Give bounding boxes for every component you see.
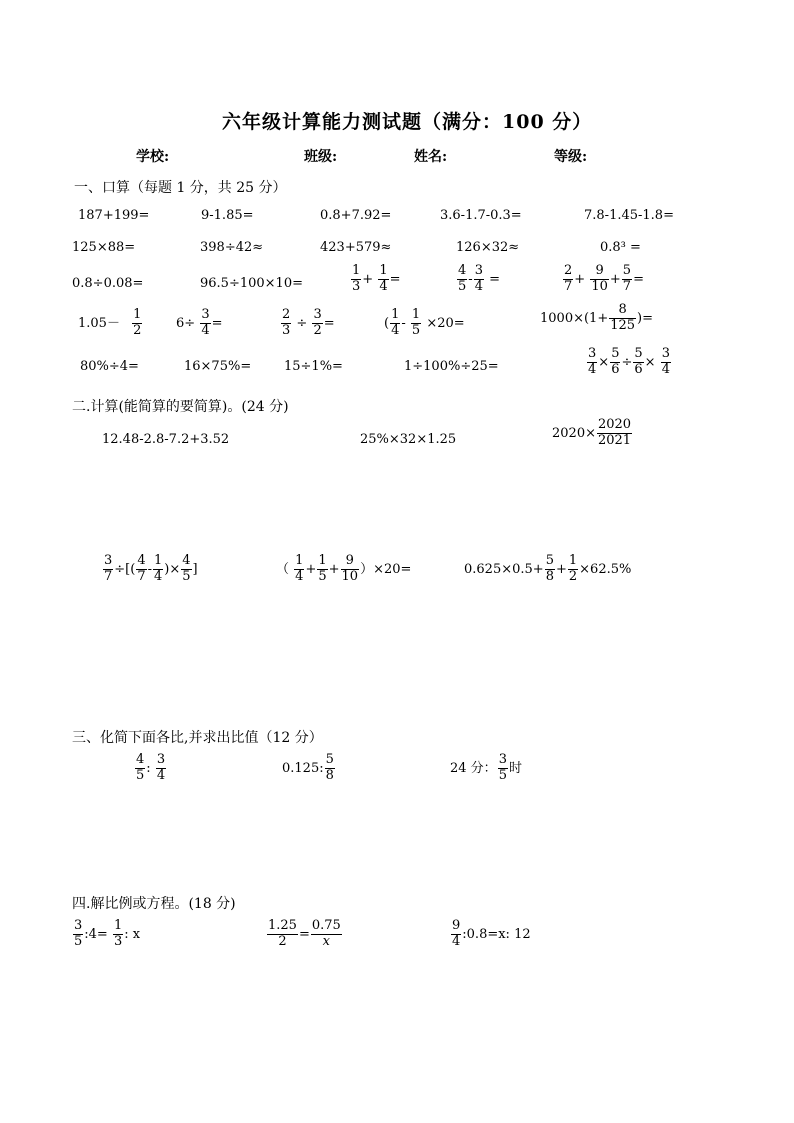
fraction: $\frac{0.75}{x}$	[311, 918, 341, 949]
fraction: $\frac{3}{7}$	[104, 553, 113, 584]
problem-2d: $\frac{3}{7}$ ÷[( $\frac{4}{7}$ - $\frac{1}{4}$ )× $\frac{4}{5}$ ]	[104, 553, 198, 584]
fraction: $\frac{3}{4}$	[201, 307, 210, 338]
fraction: $\frac{3}{4}$	[474, 263, 483, 294]
problem-1-4: 3.6-1.7-0.3=	[440, 208, 522, 223]
fraction: $\frac{2}{3}$	[282, 307, 291, 338]
problem-2-3: 423+579≈	[320, 240, 392, 255]
page-title: 六年级计算能力测试题（满分：100 分）	[222, 111, 593, 133]
section4-heading: 四.解比例或方程。(18 分)	[72, 896, 236, 912]
problem-2-5: 0.8³ =	[600, 240, 641, 255]
fraction: $\frac{5}{6}$	[634, 346, 643, 377]
fraction: $\frac{1}{2}$	[568, 553, 578, 584]
fraction: $\frac{5}{8}$	[545, 553, 554, 584]
fraction: $\frac{1}{4}$	[154, 553, 163, 584]
problem-1-5: 7.8-1.45-1.8=	[584, 208, 674, 223]
fraction: $\frac{4}{5}$	[136, 752, 145, 783]
problem-4-5: 1000×(1+ $\frac{8}{125}$ )=	[540, 302, 654, 333]
problem-3-1: 0.8÷0.08=	[72, 276, 144, 291]
fraction: $\frac{1}{5}$	[318, 553, 327, 584]
fraction: $\frac{1}{4}$	[391, 307, 400, 338]
fraction: $\frac{2}{7}$	[564, 263, 573, 294]
problem-2f: 0.625×0.5+ $\frac{5}{8}$ + $\frac{1}{2}$ ×62.5%	[464, 553, 632, 584]
problem-2e: （ $\frac{1}{4}$ + $\frac{1}{5}$ + $\frac{9}{10}$ ）×20=	[276, 553, 412, 584]
fraction: $\frac{3}{5}$	[498, 752, 507, 783]
problem-5-4: 1÷100%÷25=	[404, 359, 499, 374]
fraction: $\frac{8}{125}$	[610, 302, 636, 333]
fraction: $\frac{3}{4}$	[588, 346, 597, 377]
problem-4b: $\frac{1.25}{2}$ = $\frac{0.75}{x}$	[268, 918, 341, 949]
fraction: $\frac{4}{7}$	[137, 553, 146, 584]
problem-2c: 2020× $\frac{2020}{2021}$	[552, 417, 632, 448]
fraction: $\frac{4}{5}$	[458, 263, 467, 294]
fraction: $\frac{1}{4}$	[295, 553, 304, 584]
problem-1-1: 187+199=	[78, 208, 150, 223]
problem-1-3: 0.8+7.92=	[320, 208, 392, 223]
fraction: $\frac{1}{3}$	[113, 918, 123, 949]
problem-1-2: 9-1.85=	[201, 208, 254, 223]
problem-5-1: 80%÷4=	[80, 359, 139, 374]
fraction: $\frac{1}{3}$	[352, 263, 361, 294]
fraction: $\frac{1}{5}$	[411, 307, 421, 338]
name-label: 姓名:	[414, 149, 448, 165]
problem-5-2: 16×75%=	[184, 359, 252, 374]
section1-heading: 一、口算（每题 1 分，共 25 分）	[74, 180, 287, 196]
fraction: $\frac{5}{8}$	[325, 752, 334, 783]
problem-2a: 12.48-2.8-7.2+3.52	[102, 432, 230, 447]
fraction: $\frac{2020}{2021}$	[597, 417, 632, 448]
fraction: $\frac{5}{7}$	[622, 263, 632, 294]
fraction: $\frac{3}{5}$	[74, 918, 83, 949]
grade-label: 等级:	[554, 149, 588, 165]
section3-heading: 三、化简下面各比,并求出比值（12 分）	[72, 730, 323, 746]
school-label: 学校:	[136, 149, 170, 165]
problem-2b: 25%×32×1.25	[360, 432, 457, 447]
problem-3-4: $\frac{4}{5}$ - $\frac{3}{4}$ =	[458, 263, 501, 294]
problem-3-3: $\frac{1}{3}$ + $\frac{1}{4}$ =	[352, 263, 401, 294]
fraction: $\frac{1.25}{2}$	[268, 918, 297, 949]
class-label: 班级:	[304, 149, 338, 165]
problem-4-4: ( $\frac{1}{4}$ - $\frac{1}{5}$ ×20=	[384, 307, 465, 338]
section2-heading: 二.计算(能简算的要简算)。(24 分)	[72, 399, 289, 415]
problem-3c: 24 分： $\frac{3}{5}$ 时	[450, 752, 522, 783]
fraction: $\frac{5}{6}$	[611, 346, 620, 377]
problem-3-5: $\frac{2}{7}$ + $\frac{9}{10}$ + $\frac{5}{7}$ =	[564, 263, 644, 294]
fraction: $\frac{4}{5}$	[182, 553, 191, 584]
problem-4-3: $\frac{2}{3}$ ÷ $\frac{3}{2}$ =	[282, 307, 335, 338]
problem-2-4: 126×32≈	[456, 240, 520, 255]
problem-4a: $\frac{3}{5}$ :4= $\frac{1}{3}$ : x	[74, 918, 141, 949]
problem-2-2: 398÷42≈	[200, 240, 264, 255]
problem-2-1: 125×88=	[72, 240, 136, 255]
fraction: $\frac{1}{4}$	[379, 263, 388, 294]
fraction: $\frac{9}{4}$	[452, 918, 461, 949]
fraction: $\frac{9}{10}$	[341, 553, 359, 584]
problem-4c: $\frac{9}{4}$ :0.8=x: 12	[452, 918, 531, 949]
fraction: $\frac{3}{4}$	[156, 752, 166, 783]
problem-4-2: 6÷ $\frac{3}{4}$ =	[176, 307, 223, 338]
problem-5-5: $\frac{3}{4}$ × $\frac{5}{6}$ ÷ $\frac{5}{6}$ × $\frac{3}{4}$	[588, 346, 670, 377]
problem-3-2: 96.5÷100×10=	[200, 276, 303, 291]
problem-3a: $\frac{4}{5}$ : $\frac{3}{4}$	[136, 752, 166, 783]
problem-4-1: 1.05－ $\frac{1}{2}$	[78, 307, 142, 338]
problem-5-3: 15÷1%=	[284, 359, 343, 374]
fraction: $\frac{1}{2}$	[133, 307, 142, 338]
problem-3b: 0.125: $\frac{5}{8}$	[282, 752, 334, 783]
fraction: $\frac{9}{10}$	[591, 263, 608, 294]
fraction: $\frac{3}{4}$	[661, 346, 670, 377]
fraction: $\frac{3}{2}$	[313, 307, 322, 338]
